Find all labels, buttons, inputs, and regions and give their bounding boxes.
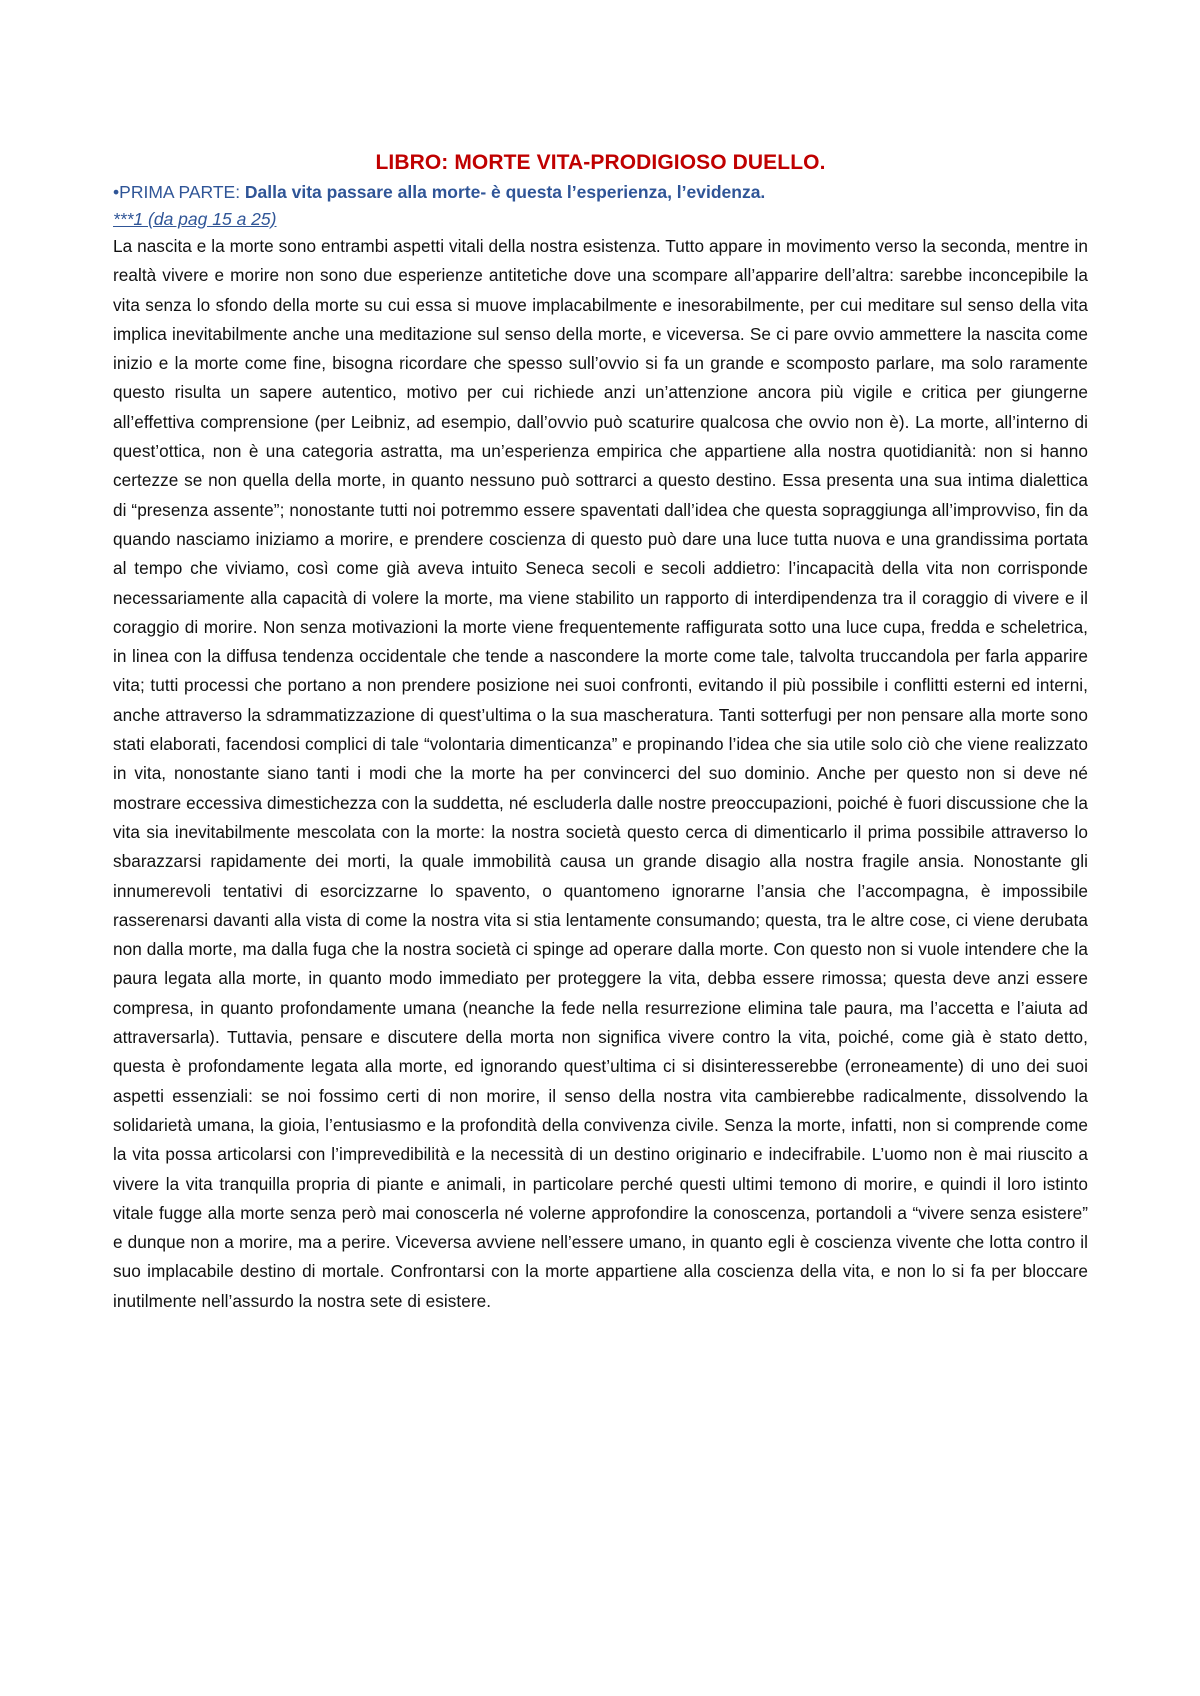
section-label: PRIMA PARTE: [119, 182, 245, 202]
section-subtitle: Dalla vita passare alla morte- è questa l’esperienza, l’evidenza. [244, 182, 766, 202]
document-title: LIBRO: MORTE VITA-PRODIGIOSO DUELLO. [375, 151, 826, 174]
bullet-icon: • [113, 182, 120, 202]
body-paragraph: La nascita e la morte sono entrambi aspetti vitali della nostra esistenza. Tutto appare in movimento verso la seconda, mentre in realtà vivere e morire non sono due esperienze antitetiche dove una scompare all’apparire dell’altra: sarebbe inconcepibile la vita senza lo sfondo della morte su cui essa si muove implacabilmente e inesorabilmente, per cui meditare sul senso della vita implica inevitabilmente anche una meditazione sul senso della morte, e viceversa. Se ci pare ovvio ammettere la nascita come inizio e la morte come fine, bisogna ricordare che spesso sull’ovvio si fa un grande e scomposto parlare, ma solo raramente questo risulta un sapere autentico, motivo per cui richiede anzi un’attenzione ancora più vigile e critica per giungerne all’effettiva comprensione (per Leibniz, ad esempio, dall’ovvio può scaturire qualcosa che ovvio non è). La morte, all’interno di quest’ottica, non è una categoria astratta, ma un’esperienza empirica che appartiene alla nostra quotidianità: non si hanno certezze se non quella della morte, in quanto nessuno può sottrarci a questo destino. Essa presenta una sua intima dialettica di “presenza assente”; nonostante tutti noi potremmo essere spaventati dall’idea che questa sopraggiunga all’improvviso, fin da quando nasciamo iniziamo a morire, e prendere coscienza di questo può dare una luce tutta nuova e una grandissima portata al tempo che viviamo, così come già aveva intuito Seneca secoli e secoli addietro: l’incapacità della vita non corrisponde necessariamente alla capacità di volere la morte, ma viene stabilito un rapporto di interdipendenza tra il coraggio di vivere e il coraggio di morire. Non senza motivazioni la morte viene frequentemente raffigurata sotto una luce cupa, fredda e scheletrica, in linea con la diffusa tendenza occidentale che tende a nascondere la morte come tale, talvolta truccandola per farla apparire vita; tutti processi che portano a non prendere posizione nei suoi confronti, evitando il più possibile i conflitti esterni ed interni, anche attraverso la sdrammatizzazione di quest’ultima o la sua mascheratura. Tanti sotterfugi per non pensare alla morte sono stati elaborati, facendosi complici di tale “volontaria dimenticanza” e propinando l’idea che sia utile solo ciò che viene realizzato in vita, nonostante siano tanti i modi che la morte ha per convincerci del suo dominio. Anche per questo non si deve né mostrare eccessiva dimestichezza con la suddetta, né escluderla dalle nostre preoccupazioni, poiché è fuori discussione che la vita sia inevitabilmente mescolata con la morte: la nostra società questo cerca di dimenticarlo il prima possibile attraverso lo sbarazzarsi rapidamente dei morti, la quale immobilità causa un grande disagio alla nostra fragile ansia. Nonostante gli innumerevoli tentativi di esorcizzarne lo spavento, o quantomeno ignorarne l’ansia che l’accompagna, è impossibile rasserenarsi davanti alla vista di come la nostra vita si stia lentamente consumando; questa, tra le altre cose, ci viene derubata non dalla morte, ma dalla fuga che la nostra società ci spinge ad operare dalla morte. Con questo non si vuole intendere che la paura legata alla morte, in quanto modo immediato per proteggere la vita, debba essere rimossa; questa deve anzi essere compresa, in quanto profondamente umana (neanche la fede nella resurrezione elimina tale paura, ma l’accetta e l’aiuta ad attraversarla). Tuttavia, pensare e discutere della morta non significa vivere contro la vita, poiché, come già è stato detto, questa è profondamente legata alla morte, ed ignorando quest’ultima ci si disinteresserebbe (erroneamente) di uno dei suoi aspetti essenziali: se noi fossimo certi di non morire, il senso della nostra vita cambierebbe radicalmente, dissolvendo la solidarietà umana, la gioia, l’entusiasmo e la profondità della convivenza civile. Senza la morte, infatti, non si comprende come la vita possa articolarsi con l’imprevedibilità e la necessità di un destino originario e indecifrabile. L’uomo non è mai riuscito a vivere la vita tranquilla propria di piante e animali, in particolare perché questi ultimi temono di morire, e quindi il loro istinto vitale fugge alla morte senza però mai conoscerla né volerne approfondire la conoscenza, portandoli a “vivere senza esistere” e dunque non a morire, ma a perire. Viceversa avviene nell’essere umano, in quanto egli è coscienza vivente che lotta contro il suo implacabile destino di mortale. Confrontarsi con la morte appartiene alla coscienza della vita, e non lo si fa per bloccare inutilmente nell’assurdo la nostra sete di esistere. [113, 236, 1088, 1311]
section-heading [113, 178, 1088, 206]
document-content [113, 148, 1088, 1316]
page-range-reference: ***1 (da pag 15 a 25) [113, 209, 277, 229]
